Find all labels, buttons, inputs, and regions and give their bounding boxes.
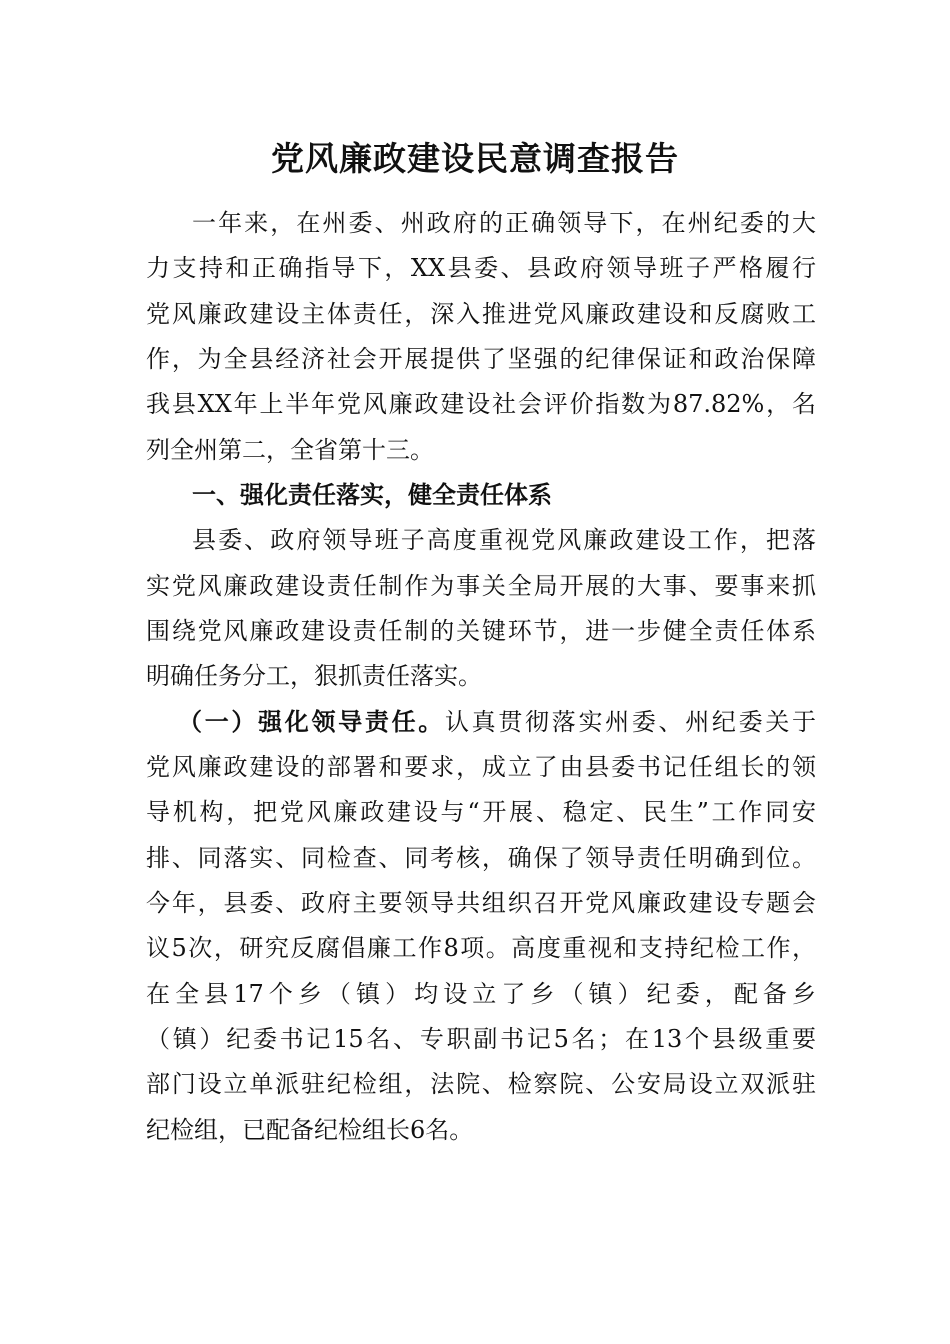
subsection-line: 党风廉政建设的部署和要求，成立了由县委书记任组长的领 [146,753,816,781]
intro-line: 我县XX年上半年党风廉政建设社会评价指数为87.82%，名 [146,390,816,418]
intro-line: 党风廉政建设主体责任，深入推进党风廉政建设和反腐败工 [146,300,816,328]
subsection-line: 部门设立单派驻纪检组，法院、检察院、公安局设立双派驻 [146,1070,816,1098]
section-line: 实党风廉政建设责任制作为事关全局开展的大事、要事来抓 [146,572,816,600]
intro-line: 列全州第二，全省第十三。 [146,436,434,464]
subsection-line: 今年，县委、政府主要领导共组织召开党风廉政建设专题会 [146,889,816,917]
subsection-line: 在全县17个乡（镇）均设立了乡（镇）纪委，配备乡 [146,980,816,1008]
subsection-line: 导机构，把党风廉政建设与“开展、稳定、民生”工作同安 [146,798,816,826]
subsection-line: （镇）纪委书记15名、专职副书记5名；在13个县级重要 [146,1025,816,1053]
section-line: 围绕党风廉政建设责任制的关键环节，进一步健全责任体系 [146,617,816,645]
section-line: 县委、政府领导班子高度重视党风廉政建设工作，把落 [192,526,816,554]
intro-line: 一年来，在州委、州政府的正确领导下，在州纪委的大 [192,209,816,237]
section-line: 明确任务分工，狠抓责任落实。 [146,662,482,690]
subsection-line: 纪检组，已配备纪检组长6名。 [146,1116,474,1144]
subsection-line: 排、同落实、同检查、同考核，确保了领导责任明确到位。 [146,844,816,872]
subsection-first-line [178,700,816,745]
intro-line: 力支持和正确指导下，XX县委、县政府领导班子严格履行 [146,254,816,282]
document-title: 党风廉政建设民意调查报告 [271,139,679,178]
section-heading: 一、强化责任落实，健全责任体系 [192,481,552,509]
subsection-text: 认真贯彻落实州委、州纪委关于 [444,708,816,736]
intro-line: 作，为全县经济社会开展提供了坚强的纪律保证和政治保障 [146,345,816,373]
subsection-line: 议5次，研究反腐倡廉工作8项。高度重视和支持纪检工作， [146,934,816,962]
subsection-label: （一）强化领导责任。 [178,708,445,736]
